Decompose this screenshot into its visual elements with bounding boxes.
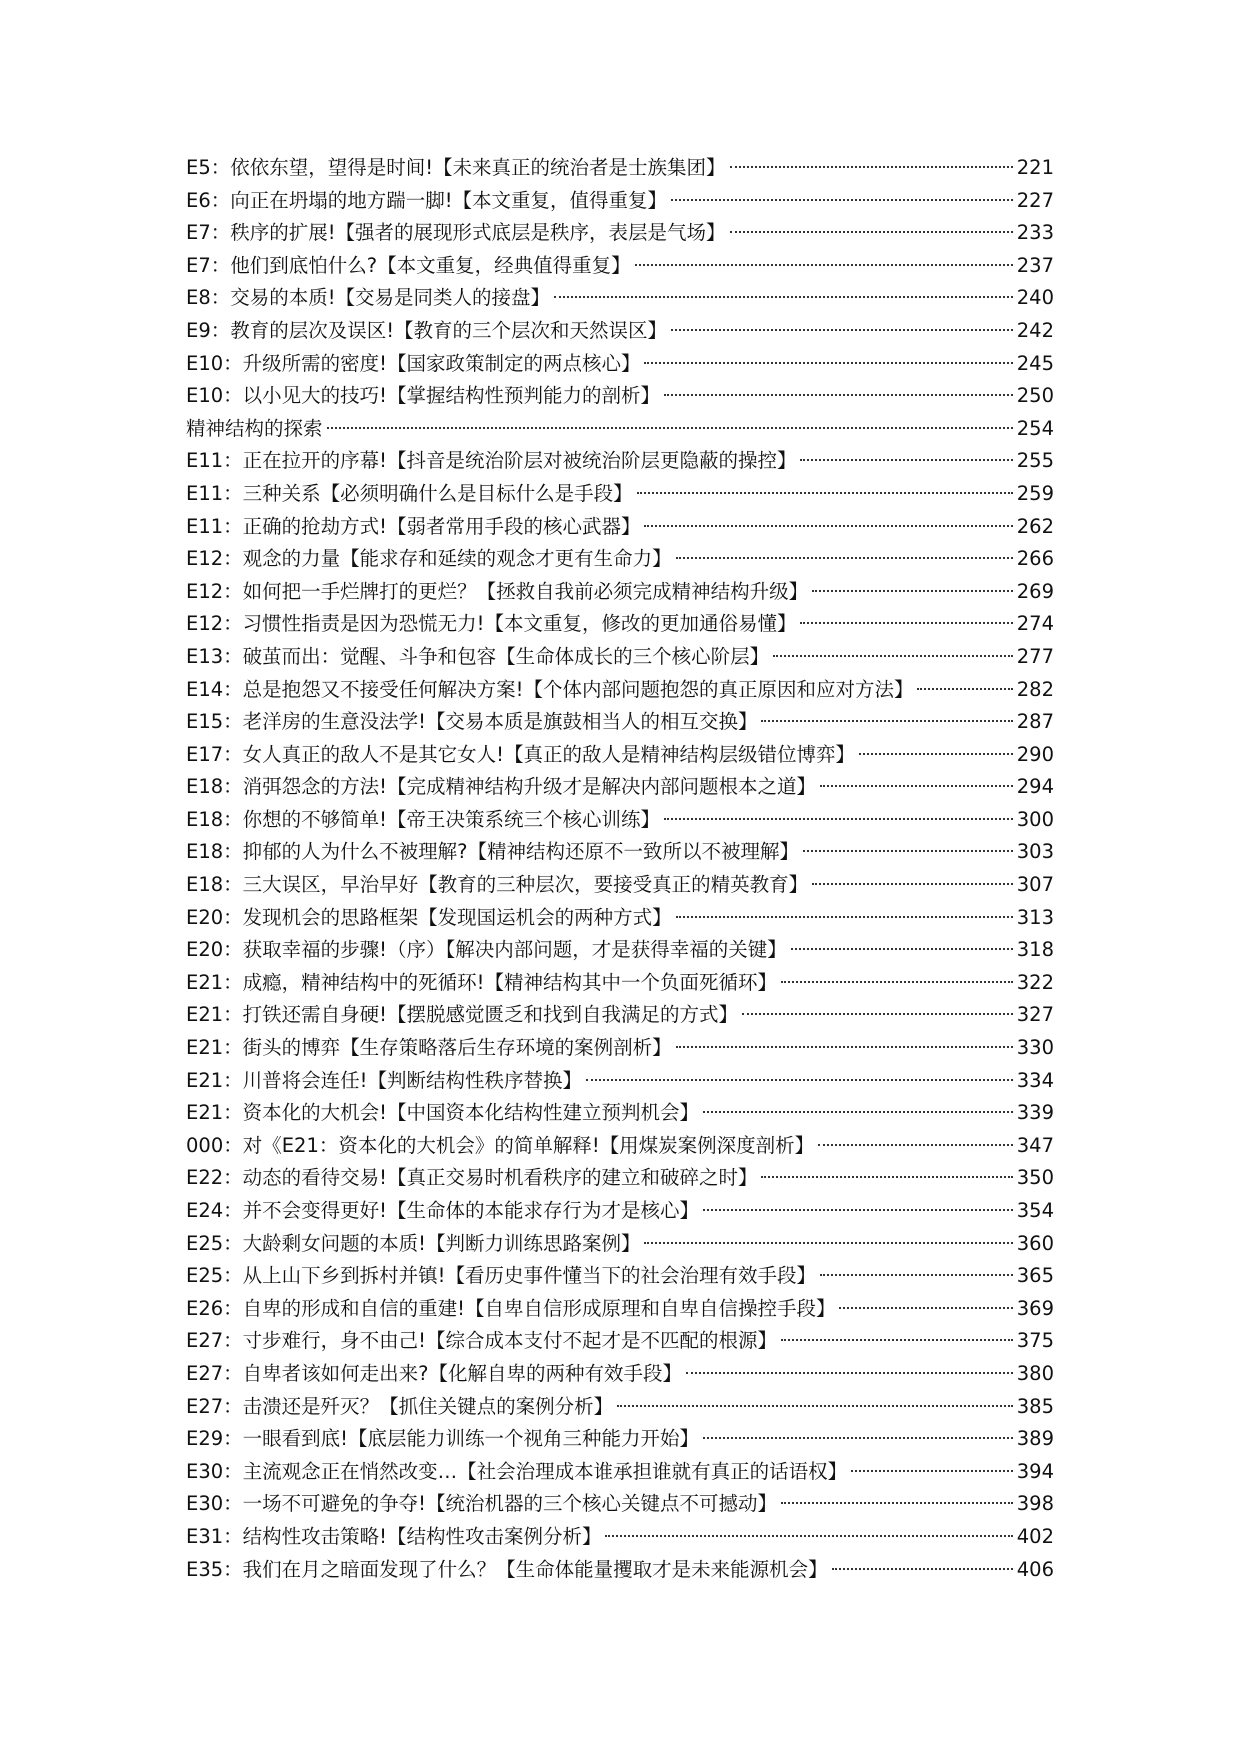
toc-entry[interactable] [186,1423,1054,1456]
dot-leader [676,1046,1013,1048]
toc-entry[interactable] [186,1260,1054,1293]
dot-leader [803,850,1013,852]
dot-leader [664,394,1013,396]
toc-entry-page-number: 369 [1016,1296,1054,1320]
toc-entry-page-number: 287 [1016,710,1054,734]
toc-entry[interactable] [186,1065,1054,1098]
toc-entry[interactable] [186,641,1054,674]
toc-entry[interactable] [186,1358,1054,1391]
dot-leader [781,981,1013,983]
toc-entry-page-number: 300 [1016,807,1054,831]
toc-entry[interactable] [186,1521,1054,1554]
toc-entry-page-number: 347 [1016,1133,1054,1157]
toc-entry-title: E27：自卑者该如何走出来?【化解自卑的两种有效手段】 [186,1361,682,1385]
toc-entry[interactable] [186,250,1054,283]
toc-entry-page-number: 240 [1016,286,1054,310]
dot-leader [781,1339,1013,1341]
toc-entry[interactable] [186,771,1054,804]
toc-entry-page-number: 274 [1016,612,1054,636]
toc-entry-page-number: 237 [1016,253,1054,277]
toc-entry-title: E7：他们到底怕什么?【本文重复，经典值得重复】 [186,253,631,277]
toc-entry-title: E8：交易的本质!【交易是同类人的接盘】 [186,286,551,310]
toc-entry[interactable] [186,413,1054,446]
toc-entry[interactable] [186,674,1054,707]
toc-entry-title: E7：秩序的扩展!【强者的展现形式底层是秩序，表层是气场】 [186,221,726,245]
toc-entry[interactable] [186,185,1054,218]
toc-entry-page-number: 262 [1016,514,1054,538]
toc-entry-title: E24：并不会变得更好!【生命体的本能求存行为才是核心】 [186,1199,699,1222]
toc-entry-page-number: 254 [1016,416,1054,440]
toc-entry[interactable] [186,869,1054,902]
toc-entry[interactable] [186,934,1054,967]
toc-entry-title: E21：街头的博弈【生存策略落后生存环境的案例剖析】 [186,1036,672,1060]
dot-leader [676,916,1013,918]
toc-entry-page-number: 303 [1016,840,1054,864]
toc-entry-title: E17：女人真正的敌人不是其它女人!【真正的敌人是精神结构层级错位博弈】 [186,742,855,766]
toc-entry-page-number: 398 [1016,1492,1054,1516]
toc-entry-page-number: 245 [1016,351,1054,375]
toc-entry-title: E14：总是抱怨又不接受任何解决方案!【个体内部问题抱怨的真正原因和应对方法】 [186,677,914,701]
toc-entry-page-number: 354 [1016,1199,1054,1222]
toc-entry-title: E18：三大误区，早治早好【教育的三种层次，要接受真正的精英教育】 [186,873,809,897]
dot-leader [676,557,1013,559]
dot-leader [781,1502,1013,1504]
toc-entry[interactable] [186,1456,1054,1489]
toc-entry[interactable] [186,836,1054,869]
toc-entry[interactable] [186,1097,1054,1130]
toc-entry-title: E21：资本化的大机会!【中国资本化结构性建立预判机会】 [186,1101,699,1125]
dot-leader [686,1372,1013,1374]
toc-entry[interactable] [186,1293,1054,1326]
toc-entry[interactable] [186,1488,1054,1521]
dot-leader [820,785,1013,787]
dot-leader [644,525,1012,527]
toc-entry-title: E31：结构性攻击策略!【结构性攻击案例分析】 [186,1524,602,1548]
toc-entry[interactable] [186,1228,1054,1261]
toc-entry-page-number: 233 [1016,221,1054,245]
toc-entry[interactable] [186,511,1054,544]
dot-leader [820,1274,1013,1276]
toc-entry-page-number: 290 [1016,742,1054,766]
toc-entry-page-number: 282 [1016,677,1054,701]
toc-entry-title: E21：川普将会连任!【判断结构性秩序替换】 [186,1068,582,1092]
toc-entry-title: E30：主流观念正在悄然改变…【社会治理成本谁承担谁就有真正的话语权】 [186,1459,848,1483]
toc-entry[interactable] [186,315,1054,348]
toc-entry[interactable] [186,445,1054,478]
dot-leader [703,1437,1013,1439]
toc-entry-page-number: 365 [1016,1264,1054,1288]
toc-entry-page-number: 375 [1016,1329,1054,1353]
dot-leader [671,199,1013,201]
toc-entry-page-number: 221 [1016,156,1054,179]
toc-entry-page-number: 277 [1016,644,1054,668]
toc-entry[interactable] [186,739,1054,772]
toc-entry-title: E10：以小见大的技巧!【掌握结构性预判能力的剖析】 [186,384,660,408]
table-of-contents [186,152,1054,1586]
toc-entry-page-number: 307 [1016,873,1054,897]
toc-entry-page-number: 313 [1016,905,1054,929]
dot-leader [703,1111,1013,1113]
toc-entry[interactable] [186,282,1054,315]
toc-entry-title: E26：自卑的形成和自信的重建!【自卑自信形成原理和自卑自信操控手段】 [186,1296,836,1320]
dot-leader [671,329,1013,331]
toc-entry-page-number: 385 [1016,1394,1054,1418]
toc-entry-title: E25：从上山下乡到拆村并镇!【看历史事件懂当下的社会治理有效手段】 [186,1264,816,1288]
dot-leader [703,1209,1013,1211]
toc-entry-page-number: 394 [1016,1459,1054,1483]
toc-entry-page-number: 227 [1016,188,1054,212]
toc-entry-page-number: 259 [1016,481,1054,505]
toc-entry-title: E25：大龄剩女问题的本质!【判断力训练思路案例】 [186,1231,641,1255]
toc-entry-title: E22：动态的看待交易!【真正交易时机看秩序的建立和破碎之时】 [186,1166,758,1190]
toc-entry-title: E9：教育的层次及误区!【教育的三个层次和天然误区】 [186,318,668,342]
toc-entry-title: E12：如何把一手烂牌打的更烂？【拯救自我前必须完成精神结构升级】 [186,579,809,603]
toc-entry-title: E20：获取幸福的步骤!（序）【解决内部问题，才是获得幸福的关键】 [186,938,787,962]
toc-entry[interactable] [186,1325,1054,1358]
dot-leader [635,264,1013,266]
dot-leader [605,1535,1012,1537]
dot-leader [730,231,1013,233]
dot-leader [761,720,1012,722]
toc-entry-title: E6：向正在坍塌的地方踹一脚!【本文重复，值得重复】 [186,188,668,212]
toc-entry[interactable] [186,999,1054,1032]
toc-entry[interactable] [186,902,1054,935]
toc-entry-title: E18：消弭怨念的方法!【完成精神结构升级才是解决内部问题根本之道】 [186,775,816,799]
dot-leader [742,1013,1013,1015]
toc-entry[interactable] [186,1032,1054,1065]
toc-entry-page-number: 360 [1016,1231,1054,1255]
dot-leader [637,492,1013,494]
toc-entry[interactable] [186,348,1054,381]
toc-entry-title: 000：对《E21：资本化的大机会》的简单解释!【用煤炭案例深度剖析】 [186,1133,815,1157]
toc-entry-title: E27：击溃还是歼灭？【抓住关键点的案例分析】 [186,1394,614,1418]
toc-entry-title: 精神结构的探索 [186,416,323,440]
toc-entry[interactable] [186,152,1054,185]
dot-leader [812,883,1013,885]
toc-entry-title: E12：习惯性指责是因为恐慌无力!【本文重复，修改的更加通俗易懂】 [186,612,797,636]
toc-entry[interactable] [186,1162,1054,1195]
toc-entry-title: E20：发现机会的思路框架【发现国运机会的两种方式】 [186,905,672,929]
toc-entry-page-number: 242 [1016,318,1054,342]
toc-entry-title: E30：一场不可避免的争夺!【统治机器的三个核心关键点不可撼动】 [186,1492,777,1516]
dot-leader [839,1307,1012,1309]
dot-leader [664,818,1013,820]
toc-entry-page-number: 339 [1016,1101,1054,1125]
toc-entry[interactable] [186,967,1054,1000]
toc-entry[interactable] [186,576,1054,609]
toc-entry[interactable] [186,1554,1054,1587]
dot-leader [800,622,1012,624]
toc-entry-page-number: 330 [1016,1036,1054,1060]
toc-entry-page-number: 334 [1016,1068,1054,1092]
toc-entry-title: E21：打铁还需自身硬!【摆脱感觉匮乏和找到自我满足的方式】 [186,1003,738,1027]
toc-entry-title: E11：三种关系【必须明确什么是目标什么是手段】 [186,481,633,505]
toc-entry-title: E18：抑郁的人为什么不被理解?【精神结构还原不一致所以不被理解】 [186,840,799,864]
toc-entry-title: E12：观念的力量【能求存和延续的观念才更有生命力】 [186,547,672,571]
dot-leader [730,166,1013,168]
toc-entry-title: E27：寸步难行，身不由己!【综合成本支付不起才是不匹配的根源】 [186,1329,777,1353]
toc-entry-title: E11：正在拉开的序幕!【抖音是统治阶层对被统治阶层更隐蔽的操控】 [186,449,797,473]
dot-leader [327,427,1013,429]
toc-entry-title: E15：老洋房的生意没法学!【交易本质是旗鼓相当人的相互交换】 [186,710,758,734]
dot-leader [859,753,1013,755]
dot-leader [832,1568,1013,1570]
toc-entry-page-number: 406 [1016,1557,1054,1581]
toc-entry-page-number: 322 [1016,970,1054,994]
dot-leader [851,1470,1013,1472]
toc-entry-page-number: 318 [1016,938,1054,962]
toc-entry-page-number: 389 [1016,1427,1054,1451]
dot-leader [554,296,1013,298]
toc-entry[interactable] [186,804,1054,837]
toc-entry[interactable] [186,706,1054,739]
toc-entry[interactable] [186,543,1054,576]
toc-entry[interactable] [186,1391,1054,1424]
toc-entry-page-number: 266 [1016,547,1054,571]
toc-entry-page-number: 269 [1016,579,1054,603]
toc-entry-title: E13：破茧而出：觉醒、斗争和包容【生命体成长的三个核心阶层】 [186,644,770,668]
toc-entry-title: E18：你想的不够简单!【帝王决策系统三个核心训练】 [186,807,660,831]
toc-entry-title: E5：依依东望，望得是时间!【未来真正的统治者是士族集团】 [186,156,726,179]
dot-leader [761,1176,1012,1178]
toc-entry-page-number: 350 [1016,1166,1054,1190]
toc-entry-title: E35：我们在月之暗面发现了什么？【生命体能量攫取才是未来能源机会】 [186,1557,828,1581]
toc-entry-page-number: 327 [1016,1003,1054,1027]
toc-entry-page-number: 294 [1016,775,1054,799]
toc-entry-page-number: 250 [1016,384,1054,408]
toc-entry-title: E21：成瘾，精神结构中的死循环!【精神结构其中一个负面死循环】 [186,970,777,994]
dot-leader [586,1079,1013,1081]
dot-leader [917,688,1012,690]
toc-entry-page-number: 255 [1016,449,1054,473]
toc-entry-title: E29：一眼看到底!【底层能力训练一个视角三种能力开始】 [186,1427,699,1451]
toc-entry[interactable] [186,478,1054,511]
dot-leader [773,655,1013,657]
toc-entry[interactable] [186,217,1054,250]
toc-entry[interactable] [186,608,1054,641]
toc-entry[interactable] [186,380,1054,413]
toc-entry-page-number: 380 [1016,1361,1054,1385]
toc-entry-title: E10：升级所需的密度!【国家政策制定的两点核心】 [186,351,641,375]
toc-entry[interactable] [186,1130,1054,1163]
toc-entry[interactable] [186,1195,1054,1228]
dot-leader [644,1242,1012,1244]
dot-leader [617,1405,1013,1407]
dot-leader [812,590,1013,592]
toc-entry-title: E11：正确的抢劫方式!【弱者常用手段的核心武器】 [186,514,641,538]
dot-leader [644,362,1012,364]
dot-leader [800,459,1012,461]
dot-leader [791,948,1013,950]
dot-leader [818,1144,1013,1146]
toc-entry-page-number: 402 [1016,1524,1054,1548]
